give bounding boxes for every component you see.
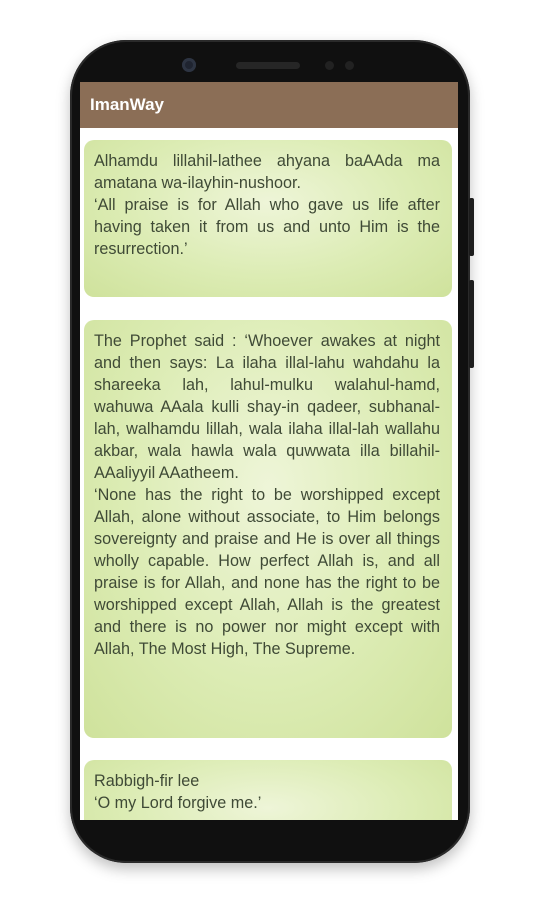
dua-transliteration: Rabbigh-fir lee: [94, 772, 200, 790]
light-sensor-icon: [345, 61, 354, 70]
dua-transliteration: Alhamdu lillahil-lathee ahyana baAAda ma amatana wa-ilayhin-nushoor.: [94, 152, 440, 192]
front-camera-icon: [182, 58, 196, 72]
dua-translation: ‘None has the right to be worshipped except Allah, alone without associate, to Him belongs sovereignty and praise and He is over all things wholly capable. How perfect Allah is, and all praise is for Allah, and none has the right to be worshipped except Allah, Allah is the greatest and there is no power nor might except with Allah, The Most High, The Supreme.: [94, 486, 440, 658]
app-screen: [80, 82, 458, 820]
dua-translation: ‘All praise is for Allah who gave us life after having taken it from us and unto Him is the resurrection.’: [94, 196, 440, 258]
earpiece-speaker: [236, 62, 300, 69]
dua-card[interactable]: [84, 320, 452, 738]
dua-card[interactable]: [84, 760, 452, 820]
dua-list[interactable]: [80, 128, 458, 820]
proximity-sensor-icon: [325, 61, 334, 70]
dua-transliteration: The Prophet said : ‘Whoever awakes at night and then says: La ilaha illal-lahu wahdahu la shareeka lah, lahul-mulku walahul-hamd, wahuwa AAala kulli shay-in qadeer, subhanal-lah, walhamdu lillah, wala ilaha illal-lah wallahu akbar, wala hawla wala quwwata illa billahil-AAaliyyil AAatheem.: [94, 332, 440, 482]
dua-translation: ‘O my Lord forgive me.’: [94, 794, 262, 812]
app-title: ImanWay: [90, 95, 165, 114]
power-button: [469, 280, 474, 368]
app-bar: [80, 82, 458, 128]
volume-button: [469, 198, 474, 256]
dua-card[interactable]: [84, 140, 452, 297]
